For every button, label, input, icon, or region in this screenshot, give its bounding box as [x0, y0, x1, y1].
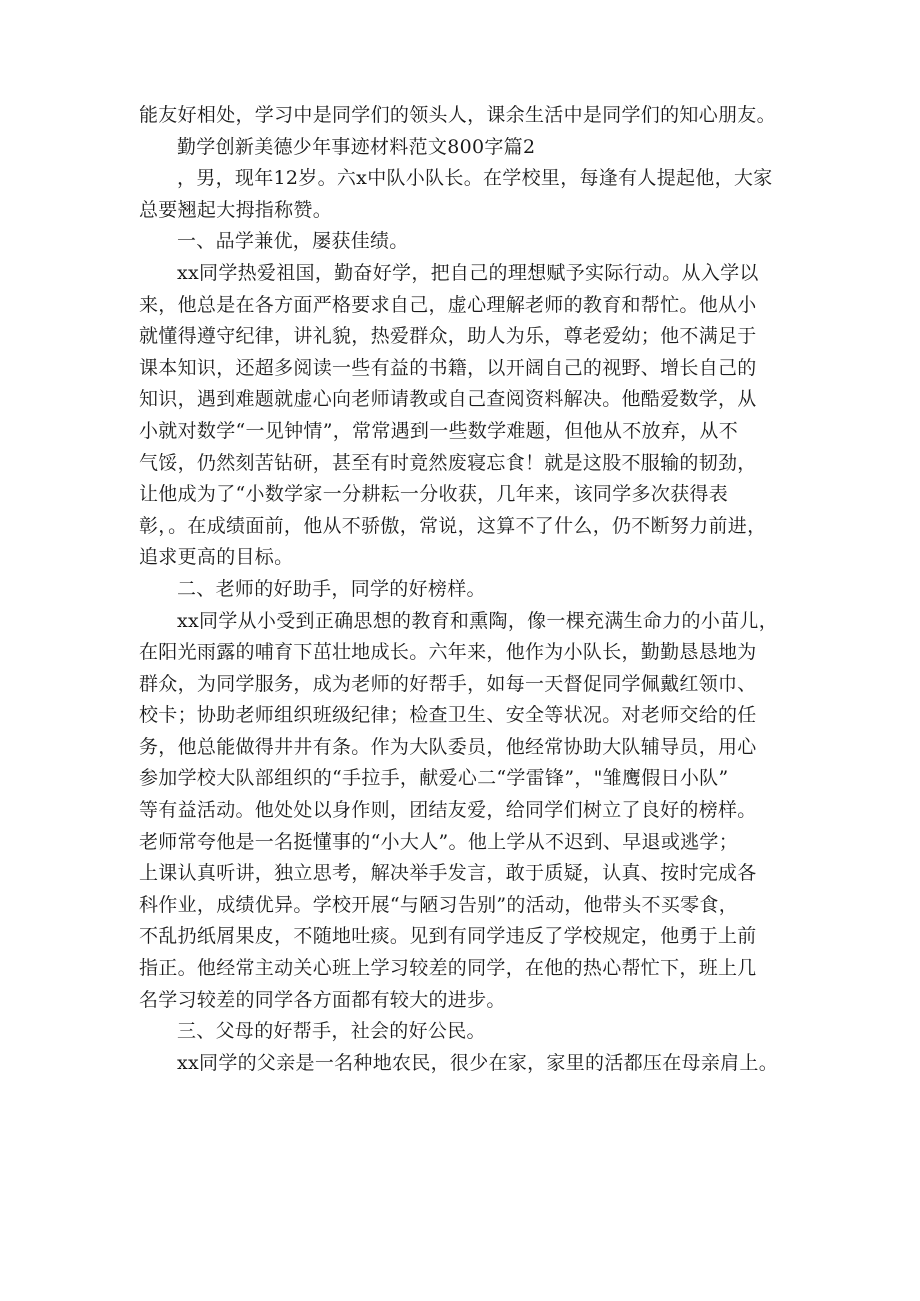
text-line: 课本知识，还超多阅读一些有益的书籍，以开阔自己的视野、增长自己的 [139, 356, 757, 379]
section-title: 勤学创新美德少年事迹材料范文800字篇2 [177, 135, 536, 158]
text-line: xx同学热爱祖国，勤奋好学，把自己的理想赋予实际行动。从入学以 [177, 261, 759, 284]
text-line: 小就对数学“一见钟情”，常常遇到一些数学难题，但他从不放弃，从不 [139, 419, 739, 442]
text-line: xx同学从小受到正确思想的教育和熏陶，像一棵充满生命力的小苗儿， [177, 609, 779, 632]
text-line: 彰，。在成绩面前，他从不骄傲，常说，这算不了什么，仍不断努力前进， [139, 514, 767, 537]
text-line: 务，他总能做得井井有条。作为大队委员，他经常协助大队辅导员，用心 [139, 735, 757, 758]
text-line: 群众，为同学服务，成为老师的好帮手，如每一天督促同学佩戴红领巾、 [139, 672, 757, 695]
text-line: 等有益活动。他处处以身作则，团结友爱，给同学们树立了良好的榜样。 [139, 799, 757, 822]
text-line: 气馁，仍然刻苦钻研，甚至有时竟然废寝忘食！就是这股不服输的韧劲， [139, 451, 757, 474]
text-line: 校卡；协助老师组织班级纪律；检查卫生、安全等状况。对老师交给的任 [139, 704, 757, 727]
subheading-3: 三、父母的好帮手，社会的好公民。 [177, 1020, 486, 1043]
subheading-1: 一、品学兼优，屡获佳绩。 [177, 230, 409, 253]
text-line: 来，他总是在各方面严格要求自己，虚心理解老师的教育和帮忙。他从小 [139, 293, 757, 316]
text-line: 就懂得遵守纪律，讲礼貌，热爱群众，助人为乐，尊老爱幼；他不满足于 [139, 325, 757, 348]
document-page [139, 100, 789, 1079]
text-line: 总要翘起大拇指称赞。 [139, 198, 333, 221]
text-line: 科作业，成绩优异。学校开展“与陋习告别”的活动，他带头不买零食， [139, 893, 739, 916]
text-line: 追求更高的目标。 [139, 546, 294, 569]
text-line: 能友好相处，学习中是同学们的领头人，课余生活中是同学们的知心朋友。 [139, 104, 776, 126]
text-line: 老师常夸他是一名挺懂事的“小大人”。他上学从不迟到、早退或逃学； [139, 830, 739, 853]
text-line: 上课认真听讲，独立思考，解决举手发言，敢于质疑，认真、按时完成各 [139, 862, 757, 885]
text-line: 在阳光雨露的哺育下茁壮地成长。六年来，他作为小队长，勤勤恳恳地为 [139, 641, 757, 664]
subheading-2: 二、老师的好助手，同学的好榜样。 [177, 577, 486, 600]
text-line: ，男，现年12岁。六x中队小队长。在学校里，每逢有人提起他，大家 [177, 167, 773, 190]
text-line: 名学习较差的同学各方面都有较大的进步。 [139, 988, 506, 1011]
text-line: 不乱扔纸屑果皮，不随地吐痰。见到有同学违反了学校规定，他勇于上前 [139, 925, 757, 948]
text-line: 让他成为了“小数学家一分耕耘一分收获，几年来，该同学多次获得表 [139, 483, 729, 506]
text-line: 指正。他经常主动关心班上学习较差的同学，在他的热心帮忙下，班上几 [139, 957, 757, 980]
text-line: 参加学校大队部组织的“手拉手，献爱心二“学雷锋”，"雏鹰假日小队” [139, 767, 729, 790]
text-line: xx同学的父亲是一名种地农民，很少在家，家里的活都压在母亲肩上。 [177, 1051, 779, 1074]
text-line: 知识，遇到难题就虚心向老师请教或自己查阅资料解决。他酷爱数学，从 [139, 388, 757, 411]
